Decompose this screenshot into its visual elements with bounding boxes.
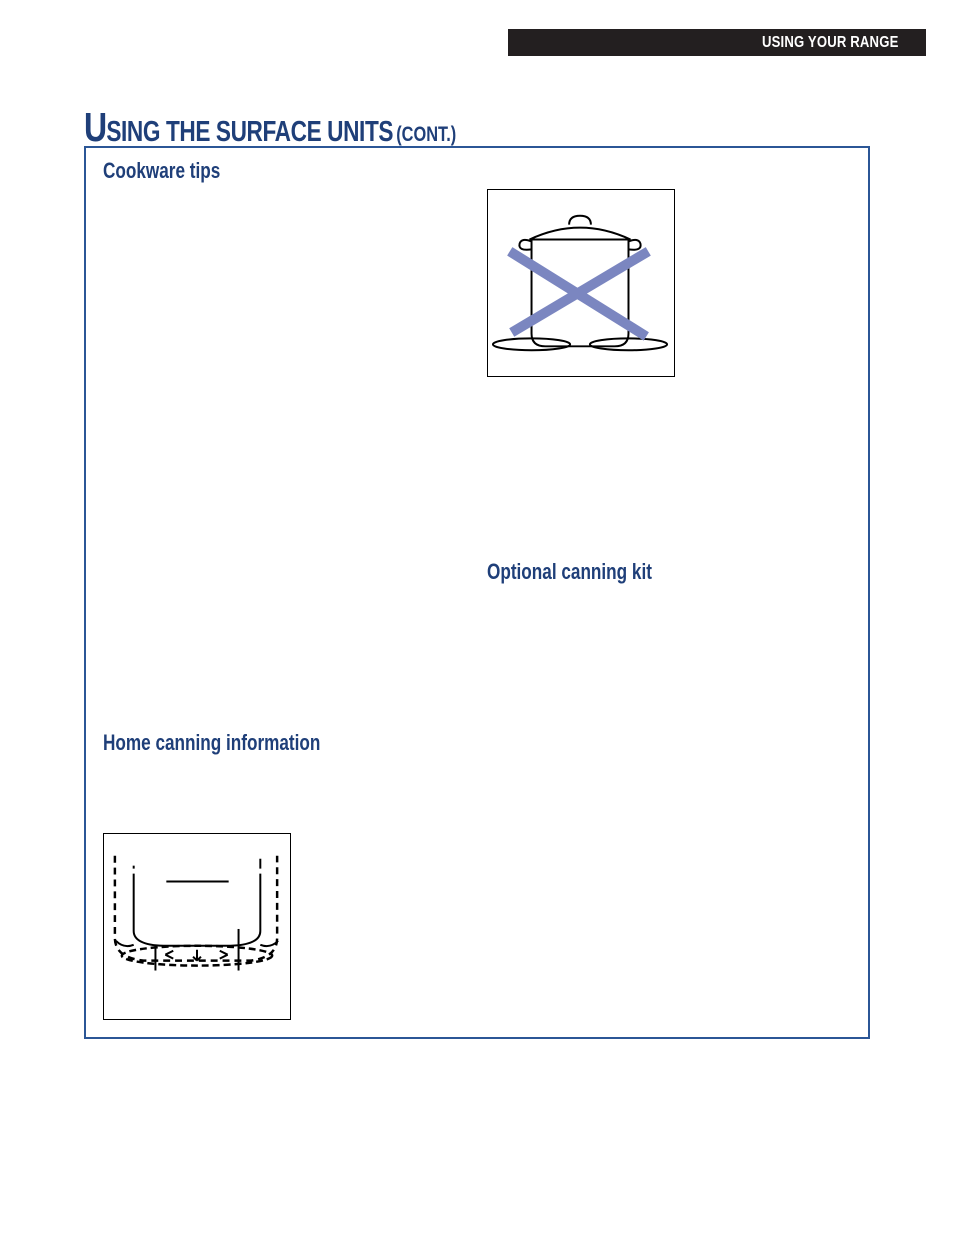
page-title-suffix: (CONT.) <box>396 123 457 146</box>
section-header-label: USING YOUR RANGE <box>761 33 898 51</box>
page-title-initial: U <box>84 104 107 150</box>
section-header-bar <box>508 29 926 56</box>
canner-figure <box>103 833 291 1020</box>
canner-on-burner-icon <box>104 834 290 1019</box>
home-canning-heading: Home canning information <box>103 730 321 755</box>
oversized-pot-figure <box>487 189 675 377</box>
page-title-rest: SING THE SURFACE UNITS <box>106 116 394 148</box>
content-panel <box>84 146 870 1039</box>
crossed-out-pot-icon <box>488 190 674 376</box>
page-title <box>84 104 456 151</box>
optional-canning-kit-heading: Optional canning kit <box>487 559 652 584</box>
cookware-tips-heading: Cookware tips <box>103 158 221 183</box>
